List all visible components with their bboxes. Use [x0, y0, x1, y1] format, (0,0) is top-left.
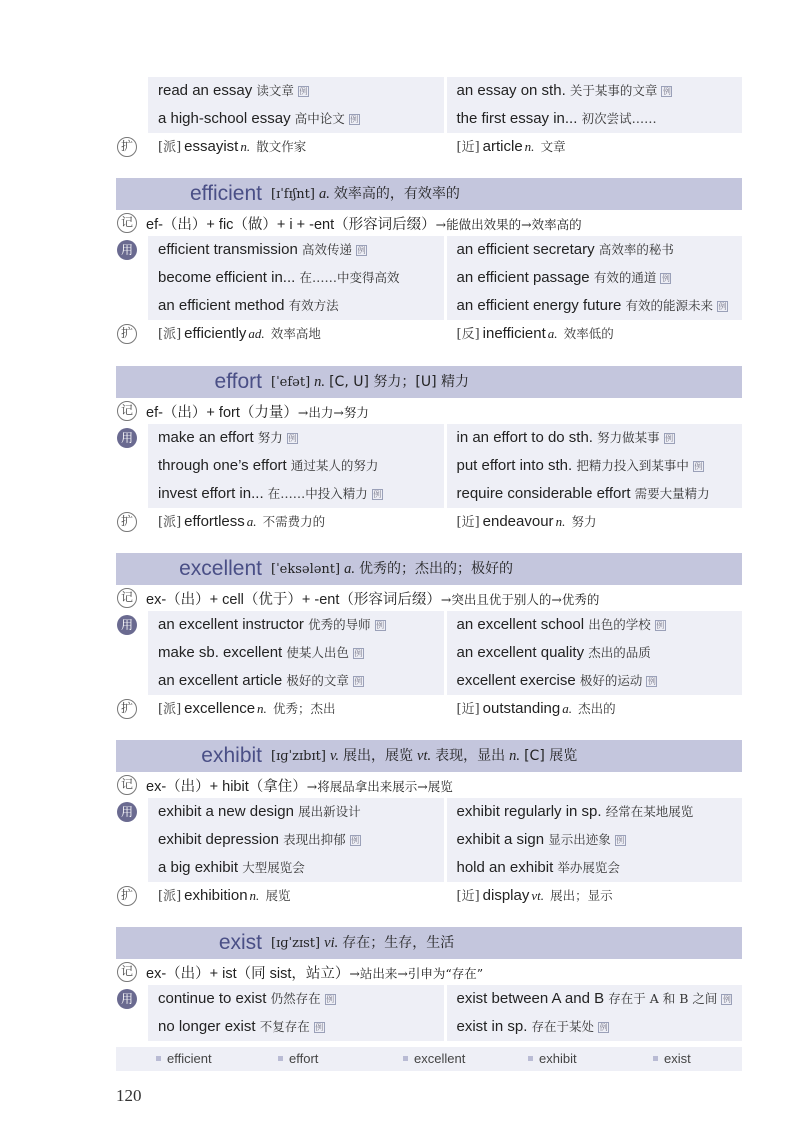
memory-breakdown: ex-（出）+ hibit（拿住）: [146, 778, 307, 795]
usage-row: [148, 77, 742, 105]
usage-row-left: [148, 667, 444, 695]
usage-row-right: [447, 826, 743, 854]
phrase-english: an excellent article: [158, 672, 283, 689]
memory-icon: 记: [117, 213, 137, 233]
usage-row: [148, 854, 742, 882]
phrase-chinese: 杰出的品质: [588, 645, 651, 660]
expand-row-right: [447, 133, 743, 161]
part-of-speech: a.: [319, 186, 330, 202]
example-icon: [353, 676, 364, 687]
phonetic: [ˈeksələnt]: [271, 562, 341, 577]
phrase-chinese: 展出新设计: [298, 804, 361, 819]
phrase-chinese: 不需费力的: [262, 514, 326, 529]
phrase-pos: n.: [240, 139, 251, 154]
phrase-english: a high-school essay: [158, 110, 291, 127]
memory-line: [116, 959, 742, 985]
phrase-english: endeavour: [482, 513, 554, 530]
phrase-chinese: 散文作家: [256, 139, 307, 154]
expand-row-left: [148, 882, 444, 910]
phrase-chinese: 展览: [265, 888, 291, 903]
example-icon: [661, 86, 672, 97]
memory-meaning: →出力→努力: [297, 404, 369, 420]
usage-row: [148, 105, 742, 133]
phrase-chinese: 需要大量精力: [634, 486, 710, 501]
phrase-english: make an effort: [158, 429, 254, 446]
memory-breakdown: ex-（出）+ cell（优于）+ -ent（形容词后缀）: [146, 591, 441, 608]
phrase-english: efficiently: [184, 325, 247, 342]
example-icon: [350, 835, 361, 846]
phrase-chinese: 存在于 A 和 B 之间: [608, 991, 718, 1006]
meaning: 优秀的；杰出的；极好的: [359, 561, 514, 577]
expand-row: [148, 508, 742, 536]
meaning: 表现，显出: [435, 748, 506, 764]
memory-text: [146, 213, 582, 234]
phonetic: [ˈefət]: [271, 375, 311, 390]
phrase-chinese: 效率高地: [270, 326, 321, 341]
phrase-pos: a.: [547, 326, 558, 341]
phonetic: [ɪˈfɪʃnt]: [271, 187, 315, 202]
phrase-chinese: 在……中变得高效: [299, 270, 400, 285]
headword: excellent: [179, 557, 262, 580]
phrase-english: an efficient passage: [456, 269, 590, 286]
memory-breakdown: ef-（出）+ fort（力量）: [146, 404, 298, 421]
phrase-english: require considerable effort: [456, 485, 631, 502]
footer-word: effort: [278, 1047, 318, 1071]
meaning: 效率高的，有效率的: [333, 186, 460, 202]
phrase-english: an essay on sth.: [456, 82, 566, 99]
phrase-english: an efficient method: [158, 297, 285, 314]
headword: efficient: [190, 182, 262, 205]
usage-row: [148, 424, 742, 452]
usage-row-left: [148, 854, 444, 882]
memory-text: [146, 588, 599, 609]
phrase-chinese: 不复存在: [259, 1019, 310, 1034]
expand-row-right: [447, 882, 743, 910]
usage-row-right: [447, 854, 743, 882]
phrase-tag: [近]: [456, 702, 480, 717]
usage-row-right: [447, 798, 743, 826]
phrase-english: hold an exhibit: [456, 859, 554, 876]
entry-header-efficient: [116, 178, 742, 210]
usage-icon: 用: [117, 615, 137, 635]
phrase-english: display: [482, 887, 530, 904]
phrase-chinese: 表现出抑郁: [283, 832, 346, 847]
phrase-chinese: 努力做某事: [597, 430, 660, 445]
entry-header-excellent: [116, 553, 742, 585]
footer-word: exist: [653, 1047, 691, 1071]
expand-row-left: [148, 508, 444, 536]
phrase-tag: [反]: [456, 327, 480, 342]
phrase-tag: [近]: [456, 515, 480, 530]
phrase-chinese: 有效的能源未来: [625, 298, 714, 313]
part-of-speech: n.: [509, 748, 521, 764]
expand-row-left: [148, 133, 444, 161]
phrase-pos: a.: [562, 701, 572, 716]
usage-row-left: [148, 826, 444, 854]
definition: [271, 740, 577, 773]
headword: exhibit: [201, 744, 262, 767]
usage-row: [148, 798, 742, 826]
phrase-english: excellent exercise: [456, 672, 576, 689]
part-of-speech: n.: [314, 374, 326, 390]
usage-row-right: [447, 452, 743, 480]
memory-meaning: →突出且优于别人的→优秀的: [440, 591, 600, 607]
example-icon: [721, 994, 732, 1005]
phrase-chinese: 初次尝试……: [581, 111, 657, 126]
phrase-english: an excellent instructor: [158, 616, 304, 633]
usage-row-right: [447, 480, 743, 508]
phrase-pos: ad.: [248, 326, 265, 341]
definition: [271, 178, 460, 211]
usage-row-left: [148, 798, 444, 826]
phrase-pos: n.: [555, 514, 566, 529]
phrase-english: effortless: [184, 513, 245, 530]
usage-row-right: [447, 985, 743, 1013]
memory-meaning: →站出来→引申为“存在”: [349, 965, 484, 981]
meaning: [C, U] 努力；[U] 精力: [329, 374, 469, 390]
usage-row-left: [148, 1013, 444, 1041]
memory-icon: 记: [117, 401, 137, 421]
expand-icon: 扩: [117, 699, 137, 719]
footer-word: excellent: [403, 1047, 465, 1071]
example-icon: [314, 1022, 325, 1033]
phrase-english: an excellent school: [456, 616, 585, 633]
usage-icon: 用: [117, 989, 137, 1009]
example-icon: [717, 301, 728, 312]
example-icon: [375, 620, 386, 631]
part-of-speech: vi.: [324, 935, 339, 951]
phrase-chinese: 大型展览会: [242, 860, 305, 875]
phrase-chinese: 杰出的: [578, 701, 616, 716]
expand-icon: 扩: [117, 886, 137, 906]
entry-header-exhibit: [116, 740, 742, 772]
usage-row-left: [148, 292, 444, 320]
example-icon: [646, 676, 657, 687]
usage-icon: 用: [117, 802, 137, 822]
phrase-chinese: 努力: [571, 514, 597, 529]
phrase-tag: [近]: [456, 889, 480, 904]
example-icon: [693, 461, 704, 472]
phrase-english: exhibit a sign: [456, 831, 545, 848]
phrase-chinese: 有效的通道: [593, 270, 657, 285]
memory-line: [116, 210, 742, 236]
phrase-chinese: 经常在某地展览: [605, 804, 694, 819]
part-of-speech: vt.: [417, 748, 432, 764]
footer-word: efficient: [156, 1047, 212, 1071]
phrase-chinese: 极好的文章: [286, 673, 349, 688]
usage-row-right: [447, 77, 743, 105]
usage-icon: 用: [117, 240, 137, 260]
expand-row-right: [447, 320, 743, 348]
phonetic: [ɪɡˈzɪbɪt]: [271, 749, 326, 764]
definition: [271, 553, 513, 586]
example-icon: [287, 433, 298, 444]
phrase-english: essayist: [184, 138, 239, 155]
usage-row-left: [148, 611, 444, 639]
phrase-english: inefficient: [482, 325, 546, 342]
phrase-chinese: 存在于某处: [531, 1019, 595, 1034]
phrase-english: through one’s effort: [158, 457, 287, 474]
example-icon: [298, 86, 309, 97]
entry-header-exist: [116, 927, 742, 959]
memory-text: [146, 962, 483, 983]
meaning: 展出，展览: [342, 748, 413, 764]
phrase-chinese: 优秀的导师: [308, 617, 371, 632]
phonetic: [ɪɡˈzɪst]: [271, 936, 321, 951]
usage-row-left: [148, 480, 444, 508]
usage-row: [148, 985, 742, 1013]
example-icon: [615, 835, 626, 846]
phrase-pos: a.: [246, 514, 257, 529]
usage-row-left: [148, 105, 444, 133]
memory-text: [146, 775, 453, 796]
memory-line: [116, 585, 742, 611]
usage-row-right: [447, 611, 743, 639]
phrase-english: the first essay in...: [456, 110, 578, 127]
usage-row-left: [148, 77, 444, 105]
usage-row-right: [447, 292, 743, 320]
phrase-chinese: 把精力投入到某事中: [576, 458, 689, 473]
phrase-english: exhibit depression: [158, 831, 279, 848]
phrase-chinese: 高效率的秘书: [598, 242, 674, 257]
example-icon: [372, 489, 383, 500]
example-icon: [598, 1022, 609, 1033]
usage-row-right: [447, 667, 743, 695]
memory-icon: 记: [117, 775, 137, 795]
phrase-english: outstanding: [482, 700, 561, 717]
phrase-chinese: 使某人出色: [286, 645, 349, 660]
usage-row-right: [447, 236, 743, 264]
phrase-english: read an essay: [158, 82, 253, 99]
phrase-english: exist in sp.: [456, 1018, 528, 1035]
phrase-chinese: 仍然存在: [270, 991, 321, 1006]
expand-icon: 扩: [117, 137, 137, 157]
phrase-tag: [近]: [456, 140, 480, 155]
phrase-tag: [派]: [158, 889, 182, 904]
memory-icon: 记: [117, 588, 137, 608]
phrase-chinese: 通过某人的努力: [290, 458, 379, 473]
usage-row-left: [148, 236, 444, 264]
usage-row: [148, 264, 742, 292]
example-icon: [353, 648, 364, 659]
phrase-chinese: 有效方法: [288, 298, 339, 313]
phrase-english: efficient transmission: [158, 241, 298, 258]
meaning: [C] 展览: [524, 748, 578, 764]
expand-icon: 扩: [117, 512, 137, 532]
memory-breakdown: ex-（出）+ ist（同 sist，站立）: [146, 965, 350, 982]
expand-row: [148, 882, 742, 910]
memory-meaning: →能做出效果的→效率高的: [435, 216, 582, 232]
usage-icon: 用: [117, 428, 137, 448]
usage-row: [148, 1013, 742, 1041]
page-number: 120: [116, 1086, 142, 1105]
example-icon: [356, 245, 367, 256]
phrase-chinese: 努力: [257, 430, 283, 445]
meaning: 存在；生存，生活: [342, 935, 455, 951]
phrase-english: an excellent quality: [456, 644, 585, 661]
phrase-english: an efficient secretary: [456, 241, 595, 258]
memory-meaning: →将展品拿出来展示→展览: [306, 778, 453, 794]
phrase-tag: [派]: [158, 702, 182, 717]
expand-row: [148, 320, 742, 348]
phrase-chinese: 出色的学校: [588, 617, 651, 632]
phrase-chinese: 在……中投入精力: [267, 486, 368, 501]
memory-line: [116, 772, 742, 798]
phrase-english: exhibition: [184, 887, 248, 904]
phrase-chinese: 举办展览会: [557, 860, 620, 875]
usage-row-left: [148, 639, 444, 667]
phrase-pos: n.: [249, 888, 260, 903]
usage-row-right: [447, 264, 743, 292]
usage-row-right: [447, 639, 743, 667]
usage-row-left: [148, 424, 444, 452]
phrase-chinese: 高效传递: [301, 242, 352, 257]
headword: effort: [214, 370, 262, 393]
usage-row-right: [447, 105, 743, 133]
phrase-english: become efficient in...: [158, 269, 296, 286]
phrase-chinese: 显示出迹象: [548, 832, 611, 847]
example-icon: [325, 994, 336, 1005]
expand-row-left: [148, 695, 444, 723]
headword: exist: [218, 931, 262, 954]
phrase-pos: n.: [524, 139, 535, 154]
usage-row-left: [148, 264, 444, 292]
expand-row-left: [148, 320, 444, 348]
phrase-english: exhibit regularly in sp.: [456, 803, 602, 820]
phrase-chinese: 展出；显示: [550, 888, 613, 903]
phrase-english: make sb. excellent: [158, 644, 283, 661]
phrase-english: continue to exist: [158, 990, 267, 1007]
memory-breakdown: ef-（出）+ fic（做）+ i + -ent（形容词后缀）: [146, 216, 436, 233]
phrase-english: exist between A and B: [456, 990, 605, 1007]
phrase-english: put effort into sth.: [456, 457, 573, 474]
memory-icon: 记: [117, 962, 137, 982]
expand-row: [148, 133, 742, 161]
usage-row: [148, 826, 742, 854]
usage-row-right: [447, 424, 743, 452]
expand-row: [148, 695, 742, 723]
usage-row: [148, 639, 742, 667]
memory-line: [116, 398, 742, 424]
phrase-english: invest effort in...: [158, 485, 264, 502]
expand-row-right: [447, 695, 743, 723]
example-icon: [655, 620, 666, 631]
phrase-english: an efficient energy future: [456, 297, 622, 314]
phrase-english: article: [482, 138, 523, 155]
phrase-tag: [派]: [158, 327, 182, 342]
example-icon: [660, 273, 671, 284]
phrase-chinese: 效率低的: [563, 326, 614, 341]
memory-text: [146, 401, 369, 422]
example-icon: [664, 433, 675, 444]
phrase-english: in an effort to do sth.: [456, 429, 593, 446]
expand-icon: 扩: [117, 324, 137, 344]
footer-word-strip: [116, 1047, 742, 1071]
phrase-english: a big exhibit: [158, 859, 239, 876]
phrase-chinese: 关于某事的文章: [569, 83, 658, 98]
footer-word: exhibit: [528, 1047, 577, 1071]
part-of-speech: a.: [344, 561, 356, 577]
phrase-tag: [派]: [158, 515, 182, 530]
phrase-pos: n.: [257, 701, 267, 716]
usage-row-right: [447, 1013, 743, 1041]
usage-row: [148, 667, 742, 695]
usage-row-left: [148, 985, 444, 1013]
phrase-chinese: 高中论文: [294, 111, 345, 126]
phrase-chinese: 读文章: [256, 83, 294, 98]
definition: [271, 366, 469, 399]
phrase-english: exhibit a new design: [158, 803, 294, 820]
phrase-english: excellence: [184, 700, 256, 717]
phrase-chinese: 优秀；杰出: [272, 701, 336, 716]
usage-row-left: [148, 452, 444, 480]
usage-row: [148, 611, 742, 639]
entry-header-effort: [116, 366, 742, 398]
phrase-chinese: 极好的运动: [579, 673, 643, 688]
part-of-speech: v.: [329, 748, 339, 764]
usage-row: [148, 452, 742, 480]
phrase-chinese: 文章: [540, 139, 566, 154]
usage-row: [148, 480, 742, 508]
phrase-tag: [派]: [158, 140, 182, 155]
phrase-english: no longer exist: [158, 1018, 256, 1035]
definition: [271, 927, 454, 960]
expand-row-right: [447, 508, 743, 536]
usage-row: [148, 236, 742, 264]
usage-row: [148, 292, 742, 320]
example-icon: [349, 114, 360, 125]
phrase-pos: vt.: [531, 888, 544, 903]
